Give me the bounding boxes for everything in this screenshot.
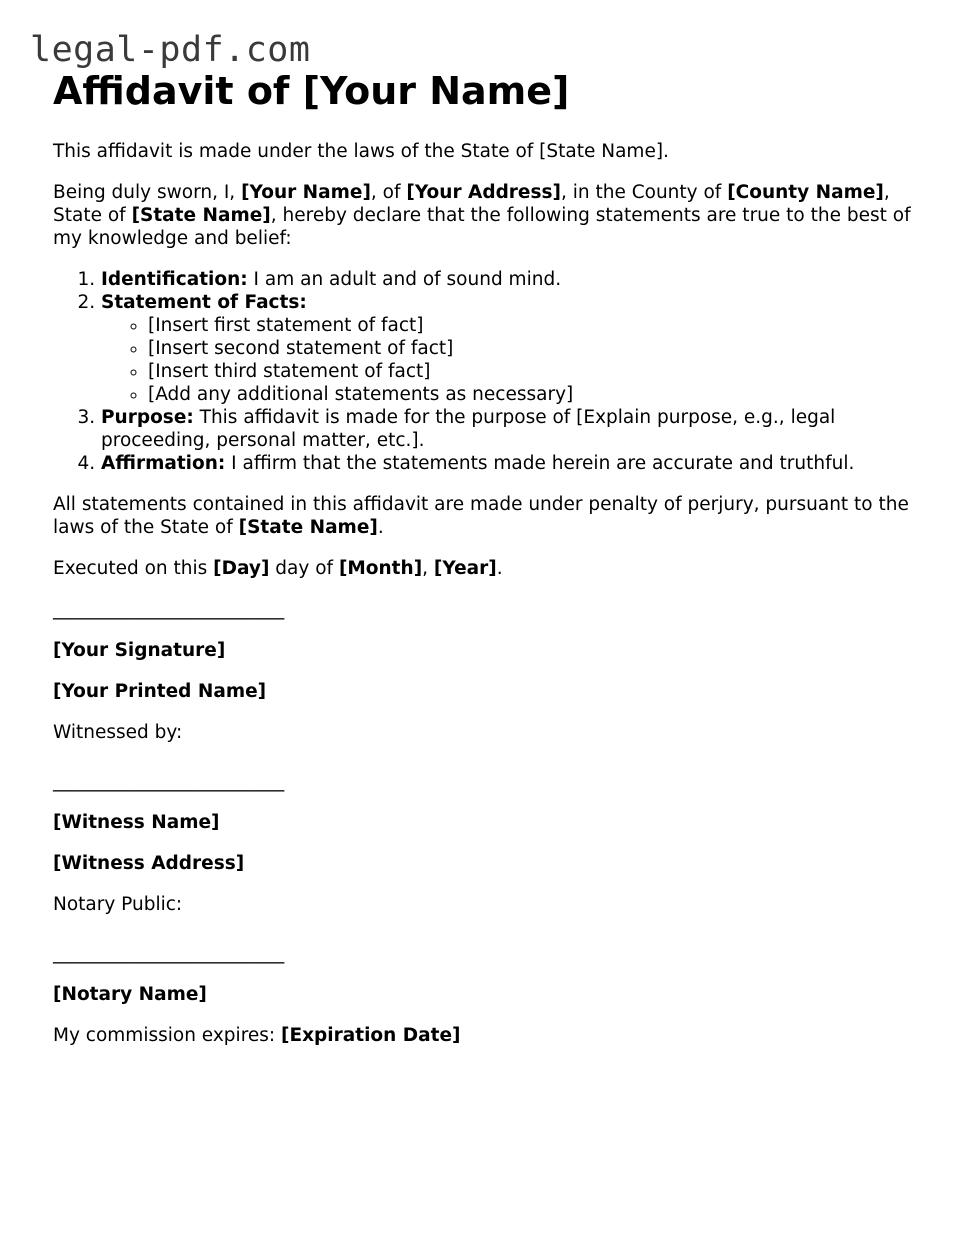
state-name-placeholder: [State Name] bbox=[131, 205, 271, 226]
executed-paragraph bbox=[53, 557, 923, 580]
signature-label: [Your Signature] bbox=[53, 640, 226, 661]
commission-expires bbox=[53, 1024, 923, 1047]
affidavit-document bbox=[53, 68, 923, 1047]
statements-list bbox=[53, 268, 923, 475]
your-signature bbox=[53, 639, 923, 662]
fact-item: ◦ [Add any additional statements as necessary] bbox=[148, 383, 923, 406]
sworn-text: Being duly sworn, I, bbox=[53, 182, 242, 203]
expiration-date-placeholder: [Expiration Date] bbox=[281, 1025, 461, 1046]
your-printed-name bbox=[53, 680, 923, 703]
fact-item: ◦ [Insert third statement of fact] bbox=[148, 360, 923, 383]
executed-text: , bbox=[422, 558, 434, 579]
sworn-text: , State of bbox=[53, 182, 890, 226]
perjury-text: . bbox=[377, 517, 384, 538]
notary-name-label: [Notary Name] bbox=[53, 984, 207, 1005]
item-label: Purpose: bbox=[101, 407, 194, 428]
day-placeholder: [Day] bbox=[213, 558, 270, 579]
list-item-statement-of-facts bbox=[101, 291, 923, 406]
printed-name-label: [Your Printed Name] bbox=[53, 681, 267, 702]
your-address-placeholder: [Your Address] bbox=[406, 182, 561, 203]
your-name-placeholder: [Your Name] bbox=[241, 182, 371, 203]
item-text: I am an adult and of sound mind. bbox=[247, 269, 562, 290]
item-label: Statement of Facts: bbox=[101, 292, 307, 313]
sworn-text: , of bbox=[370, 182, 407, 203]
notary-signature-line: _________________________ bbox=[53, 943, 285, 964]
intro-paragraph: This affidavit is made under the laws of the State of [State Name]. bbox=[53, 141, 669, 162]
notary-name bbox=[53, 983, 923, 1006]
witnessed-by-label: Witnessed by: bbox=[53, 722, 183, 743]
perjury-text: All statements contained in this affidavit are made under penalty of perjury, pursuant to the laws of the State of bbox=[53, 494, 909, 538]
list-item-identification bbox=[101, 268, 923, 291]
signature-line: _________________________ bbox=[53, 599, 285, 620]
witness-name bbox=[53, 811, 923, 834]
list-item-purpose bbox=[101, 406, 923, 452]
year-placeholder: [Year] bbox=[433, 558, 497, 579]
sworn-paragraph bbox=[53, 181, 923, 250]
page-title: Affidavit of [Your Name] bbox=[53, 69, 570, 113]
executed-text: . bbox=[496, 558, 503, 579]
sworn-text: , hereby declare that the following statements are true to the best of my knowledge and belief: bbox=[53, 205, 911, 249]
sworn-text: , in the County of bbox=[560, 182, 728, 203]
witness-address bbox=[53, 852, 923, 875]
item-label: Identification: bbox=[101, 269, 248, 290]
site-watermark: legal-pdf.com bbox=[30, 30, 311, 70]
fact-item: ◦ [Insert first statement of fact] bbox=[148, 314, 923, 337]
item-text: I affirm that the statements made herein are accurate and truthful. bbox=[225, 453, 855, 474]
item-text: This affidavit is made for the purpose of [Explain purpose, e.g., legal proceeding, personal matter, etc.]. bbox=[101, 407, 836, 451]
executed-text: day of bbox=[269, 558, 339, 579]
perjury-paragraph bbox=[53, 493, 923, 539]
state-name-placeholder: [State Name] bbox=[238, 517, 378, 538]
notary-public-label: Notary Public: bbox=[53, 894, 183, 915]
county-name-placeholder: [County Name] bbox=[727, 182, 884, 203]
list-item-affirmation bbox=[101, 452, 923, 475]
commission-label: My commission expires: bbox=[53, 1025, 282, 1046]
witness-address-label: [Witness Address] bbox=[53, 853, 245, 874]
witness-name-label: [Witness Name] bbox=[53, 812, 220, 833]
witness-signature-line: _________________________ bbox=[53, 771, 285, 792]
item-label: Affirmation: bbox=[101, 453, 226, 474]
facts-sublist bbox=[101, 314, 923, 406]
fact-item: ◦ [Insert second statement of fact] bbox=[148, 337, 923, 360]
month-placeholder: [Month] bbox=[338, 558, 423, 579]
executed-text: Executed on this bbox=[53, 558, 214, 579]
